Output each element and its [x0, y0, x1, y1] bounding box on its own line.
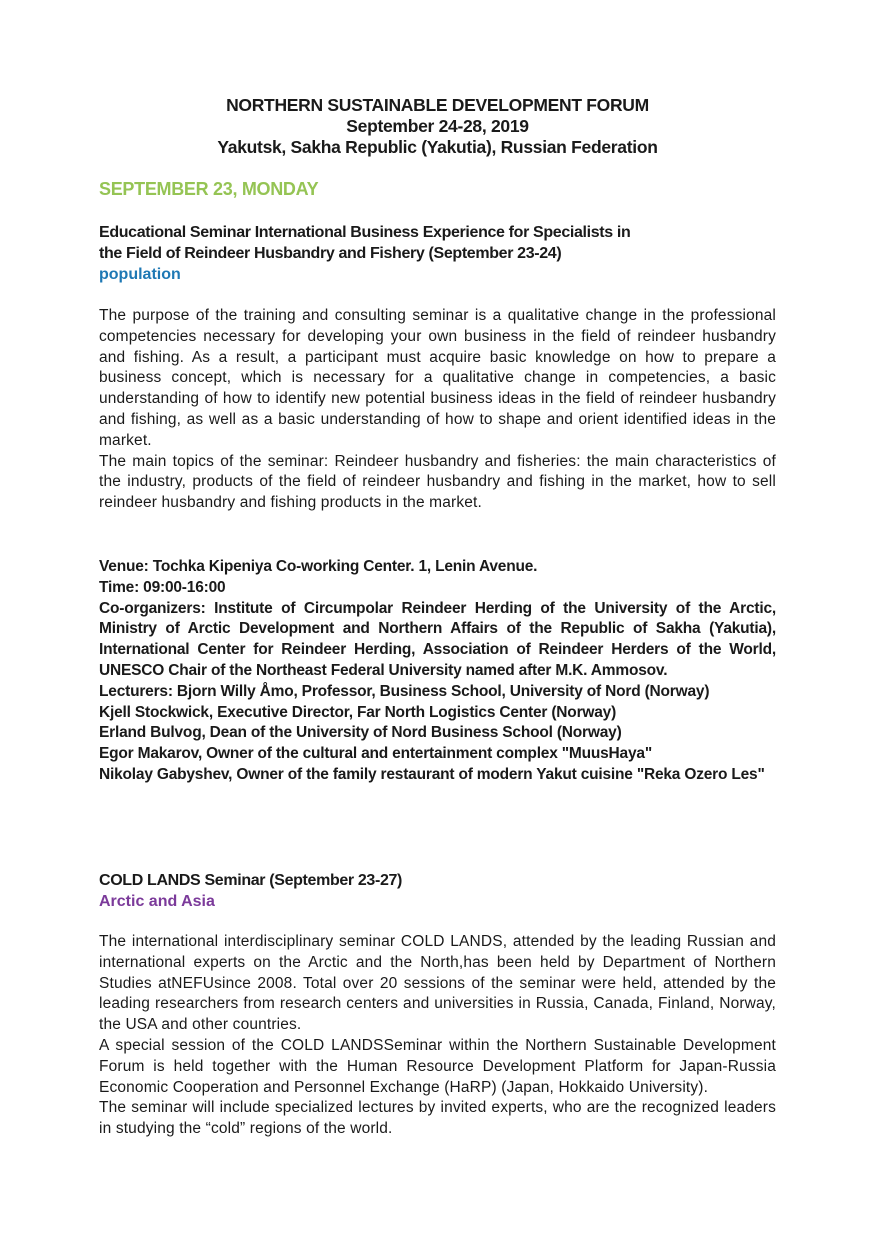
seminar1-description	[99, 306, 776, 514]
forum-location: Yakutsk, Sakha Republic (Yakutia), Russian Federation	[217, 137, 658, 157]
forum-dates: September 24-28, 2019	[346, 116, 529, 136]
seminar2-tag: Arctic and Asia	[99, 893, 215, 910]
seminar1-heading	[99, 222, 776, 285]
seminar1-tag: population	[99, 266, 181, 283]
seminar2-paragraph: The international interdisciplinary seminar COLD LANDS, attended by the leading Russian and international experts on the Arctic and the North,has been held by Department of Northern Studies atNEFUsince 2008. Total over 20 sessions of the seminar were held, attended by the leading researchers from research centers and universities in Russia, Canada, Finland, Norway, the USA and other countries.	[99, 933, 776, 1034]
seminar2-title: COLD LANDS Seminar (September 23-27)	[99, 872, 403, 889]
seminar1-lecturer: Nikolay Gabyshev, Owner of the family restaurant of modern Yakut cuisine "Reka Ozero Les"	[99, 765, 765, 783]
seminar2-paragraph: A special session of the COLD LANDSSeminar within the Northern Sustainable Development Forum is held together with the Human Resource Development Platform for Japan-Russia Economic Cooperation and Personnel Exchange (HaRP) (Japan, Hokkaido University).	[99, 1036, 776, 1096]
seminar1-lecturer: Egor Makarov, Owner of the cultural and entertainment complex "MuusHaya"	[99, 745, 652, 763]
seminar1-title-line1: Educational Seminar International Business Experience for Specialists in	[99, 224, 631, 241]
forum-header	[0, 95, 875, 158]
seminar1-paragraph: The main topics of the seminar: Reindeer husbandry and fisheries: the main characteristics of the industry, products of the field of reindeer husbandry and fishing in the market, how to sell reindeer husbandry and fishing products in the market.	[99, 452, 776, 512]
seminar2-description	[99, 932, 776, 1140]
seminar1-time: Time: 09:00-16:00	[99, 578, 226, 596]
seminar1-lecturers: Lecturers: Bjorn Willy Åmo, Professor, Business School, University of Nord (Norway)	[99, 682, 710, 700]
seminar2-heading	[99, 870, 776, 912]
day-heading: SEPTEMBER 23, MONDAY	[99, 179, 319, 199]
seminar1-paragraph: The purpose of the training and consulting seminar is a qualitative change in the professional competencies necessary for developing your own business in the field of reindeer husbandry and fishing. As a result, a participant must acquire basic knowledge on how to prepare a business concept, which is necessary for a qualitative change in competencies, a basic understanding of how to identify new potential business ideas in the field of reindeer husbandry and fishing, as well as a basic understanding of how to shape and orient identified ideas in the market.	[99, 307, 776, 449]
seminar1-title-line2: the Field of Reindeer Husbandry and Fishery (September 23-24)	[99, 245, 562, 262]
seminar1-lecturer: Kjell Stockwick, Executive Director, Far North Logistics Center (Norway)	[99, 703, 617, 721]
seminar1-lecturer: Erland Bulvog, Dean of the University of Nord Business School (Norway)	[99, 724, 622, 742]
seminar1-coorganizers: Co-organizers: Institute of Circumpolar Reindeer Herding of the University of the Arctic, Ministry of Arctic Development and Northern Affairs of the Republic of Sakha (Yakutia), International Center for Reindeer Herding, Association of Reindeer Herders of the World, UNESCO Chair of the Northeast Federal University named after M.K. Ammosov.	[99, 599, 776, 679]
seminar1-venue: Venue: Tochka Kipeniya Co-working Center. 1, Lenin Avenue.	[99, 558, 538, 575]
seminar2-paragraph: The seminar will include specialized lectures by invited experts, who are the recognized leaders in studying the “cold” regions of the world.	[99, 1099, 776, 1138]
seminar1-details	[99, 557, 776, 786]
forum-title: NORTHERN SUSTAINABLE DEVELOPMENT FORUM	[226, 95, 649, 115]
